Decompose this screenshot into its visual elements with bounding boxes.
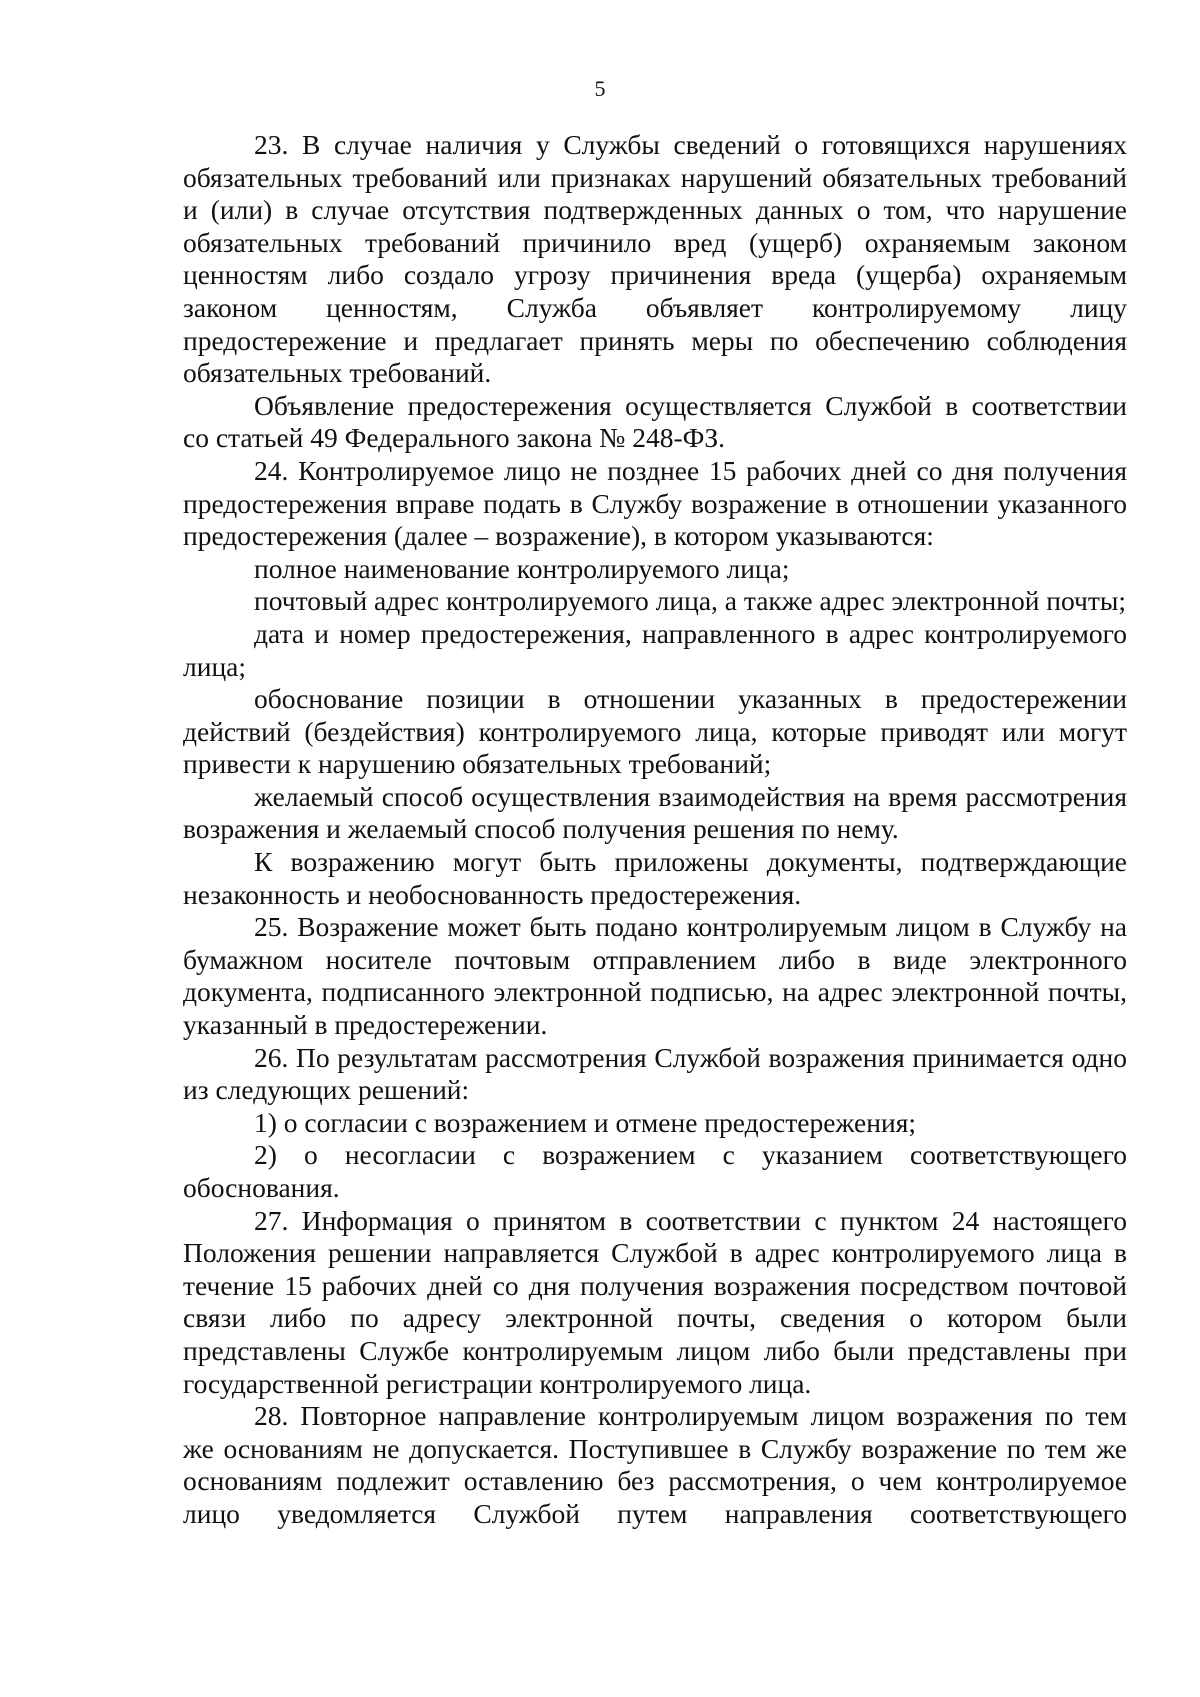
paragraph-24-item-date: дата и номер предостережения, направленного в адрес контролируемого лица; [183,617,1127,682]
paragraph-26-option-1: 1) о согласии с возражением и отмене предостережения; [254,1106,916,1138]
paragraph-26-option-2: 2) о несогласии с возражением с указанием соответствующего обоснования. [183,1139,1127,1203]
paragraph-23-announcement: Объявление предостережения осуществляется Службой в соответствии со статьей 49 Федерального закона № 248-ФЗ. [183,389,1127,454]
paragraph-27: 27. Информация о принятом в соответствии с пунктом 24 настоящего Положения решении направляется Службой в адрес контролируемого лица в течение 15 рабочих дней со дня получения возражения посредством почтовой связи либо по адресу электронной почты, сведения о котором были представлены Службе контролируемым лицом либо были представлены при государственной регистрации контролируемого лица. [183,1204,1127,1399]
paragraph-23: 23. В случае наличия у Службы сведений о готовящихся нарушениях обязательных требований или признаках нарушений обязательных требований и (или) в случае отсутствия подтвержденных данных о том, что нарушение обязательных требований причинило вред (ущерб) охраняемым законом ценностям либо создало угрозу причинения вреда (ущерба) охраняемым законом ценностям, Служба объявляет контролируемому лицу предостережение и предлагает принять меры по обеспечению соблюдения обязательных требований. [183,129,1127,389]
paragraph-24-attachments: К возражению могут быть приложены документы, подтверждающие незаконность и необоснованность предостережения. [183,846,1127,910]
paragraph-24-item-justification: обоснование позиции в отношении указанных в предостережении действий (бездействия) контролируемого лица, которые приводят или могут привести к нарушению обязательных требований; [183,683,1127,780]
paragraph-24-item-interaction: желаемый способ осуществления взаимодействия на время рассмотрения возражения и желаемый способ получения решения по нему. [183,780,1127,845]
page-number: 5 [594,76,606,101]
paragraph-28: 28. Повторное направление контролируемым лицом возражения по тем же основаниям не допускается. Поступившее в Службу возражение по тем же основаниям подлежит оставлению без рассмотрения, о чем контролируемое лицо уведомляется Службой путем направления соответствующего [183,1400,1127,1529]
paragraph-25: 25. Возражение может быть подано контролируемым лицом в Службу на бумажном носителе почтовым отправлением либо в виде электронного документа, подписанного электронной подписью, на адрес электронной почты, указанный в предостережении. [183,911,1127,1041]
paragraph-24-item-name: полное наименование контролируемого лица; [254,552,790,584]
paragraph-26: 26. По результатам рассмотрения Службой возражения принимается одно из следующих решений: [183,1041,1127,1106]
paragraph-24-item-address: почтовый адрес контролируемого лица, а также адрес электронной почты; [254,585,1127,617]
paragraph-24: 24. Контролируемое лицо не позднее 15 рабочих дней со дня получения предостережения вправе подать в Службу возражение в отношении указанного предостережения (далее – возражение), в котором указываются: [183,454,1127,552]
document-body [183,129,1127,1531]
